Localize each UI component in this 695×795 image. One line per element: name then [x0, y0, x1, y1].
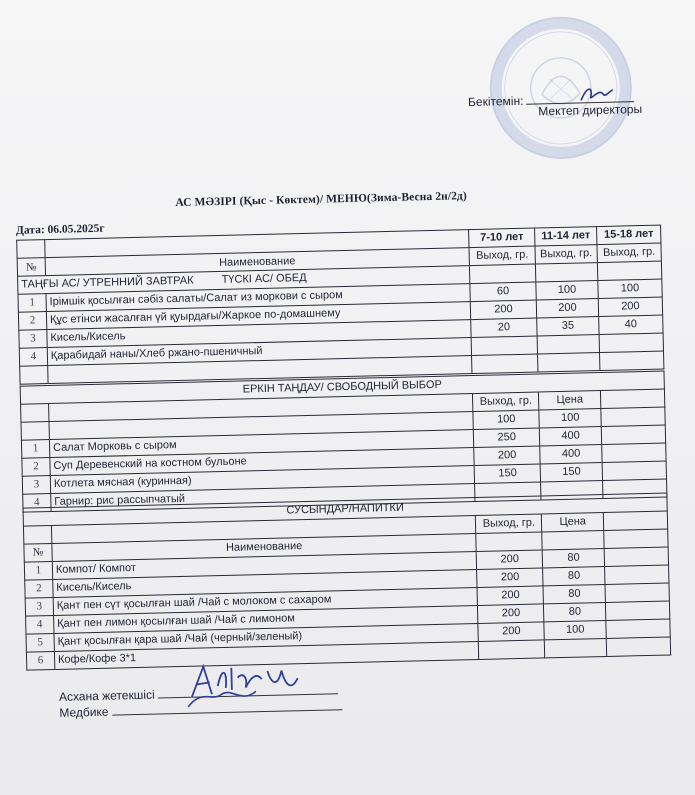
output-11-14: 200: [536, 299, 598, 318]
row-number: 2: [22, 458, 50, 477]
dish-name: Құс етінси жасалған үй қуырдағы/Жаркое по-домашнему: [46, 302, 470, 330]
age-group-7-10: 7-10 лет: [469, 228, 535, 248]
name-header: Наименование: [52, 534, 477, 562]
price-value: 80: [542, 548, 604, 567]
empty-cell: [605, 565, 669, 584]
empty-cell: [538, 353, 600, 372]
drink-name: Кисель/Кисель: [53, 569, 478, 597]
empty-cell: [606, 601, 670, 620]
price-value: 100: [539, 409, 601, 428]
row-number: 6: [26, 651, 54, 670]
empty-cell: [470, 264, 536, 284]
output-header: Выход, гр.: [469, 246, 535, 266]
empty-cell: [606, 637, 670, 656]
empty-cell: [601, 425, 665, 444]
output-15-18: 100: [598, 279, 662, 299]
dish-name: Суп Деревенский на костном бульоне: [50, 448, 475, 476]
dish-name: Салат Морковь с сыром: [49, 430, 474, 458]
director-label: Мектеп директоры: [538, 101, 643, 119]
row-number: 1: [21, 440, 49, 459]
num-header: №: [24, 544, 52, 563]
empty-cell: [20, 366, 48, 385]
drink-name: Кофе/Кофе 3*1: [54, 641, 479, 669]
output-11-14: 100: [536, 281, 598, 300]
breakfast-table: [15, 222, 664, 385]
output-7-10: [471, 336, 537, 356]
output-7-10: 20: [471, 318, 537, 338]
row-number: 5: [26, 633, 54, 652]
output-value: 200: [477, 550, 543, 570]
empty-cell: [603, 511, 667, 530]
empty-cell: [21, 404, 49, 423]
drink-name: Қант пен лимон қосылған шай /Чай с лимоном: [54, 605, 479, 633]
empty-cell: [604, 547, 668, 566]
free-choice-table: [20, 371, 668, 513]
row-number: 3: [22, 476, 50, 495]
output-7-10: 200: [470, 300, 536, 320]
output-value: 200: [478, 604, 544, 624]
cook-label: Асхана жетекшісі: [58, 687, 155, 704]
price-value: 400: [540, 445, 602, 464]
drink-name: Қант қосылған қара шай /Чай (черный/зеленый): [54, 623, 479, 651]
price-header: Цена: [542, 513, 604, 532]
output-value: 200: [477, 568, 543, 588]
empty-cell: [606, 619, 670, 638]
empty-cell: [21, 422, 49, 441]
empty-cell: [601, 389, 665, 408]
price-value: 80: [543, 584, 605, 603]
menu-date: Дата: 06.05.2025г: [15, 222, 105, 237]
price-header: Цена: [539, 391, 601, 410]
row-number: 3: [25, 597, 53, 616]
price-value: [545, 638, 607, 657]
output-value: 150: [474, 464, 540, 484]
approve-label: Бекітемін:: [467, 93, 524, 110]
section-breakfast: ТАҢҒЫ АС/ УТРЕННИЙ ЗАВТРАК: [21, 274, 194, 291]
dish-name: Ірімшік қосылған сәбіз салаты/Салат из моркови с сыром: [46, 284, 470, 312]
dish-name: Кисель/Кисель: [47, 320, 471, 348]
output-header: Выход, гр.: [476, 514, 542, 534]
empty-cell: [476, 532, 542, 552]
handwritten-signature-icon: [181, 656, 312, 714]
output-11-14: [537, 335, 599, 354]
drink-name: Қант пен сүт қосылған шай /Чай с молоком с сахаром: [53, 587, 478, 615]
drink-name: Компот/ Компот: [52, 552, 477, 580]
price-value: 80: [543, 566, 605, 585]
empty-cell: [602, 461, 666, 480]
row-number: 4: [23, 494, 51, 513]
output-15-18: 200: [598, 297, 662, 317]
output-value: 200: [477, 586, 543, 606]
row-number: 1: [18, 294, 46, 313]
empty-cell: [604, 529, 668, 548]
price-value: 100: [544, 620, 606, 639]
age-group-11-14: 11-14 лет: [535, 227, 597, 246]
empty-cell: [600, 351, 664, 371]
empty-cell: [535, 263, 597, 282]
row-number: 2: [25, 579, 53, 598]
nurse-label: Медбике: [59, 704, 109, 720]
output-value: [479, 640, 545, 660]
output-15-18: 40: [599, 315, 663, 335]
section-lunch: ТҮСКІ АС/ ОБЕД: [221, 271, 307, 286]
empty-cell: [472, 354, 538, 374]
output-header: Выход, гр.: [535, 245, 597, 264]
row-number: 4: [26, 615, 54, 634]
drinks-table: [23, 492, 672, 670]
empty-cell: [602, 443, 666, 462]
section-drinks: СУСЫНДАР/НАПИТКИ: [23, 493, 667, 526]
price-value: 400: [540, 427, 602, 446]
row-number: 1: [24, 562, 52, 581]
price-value: 150: [540, 463, 602, 482]
empty-cell: [17, 240, 45, 259]
num-header: №: [17, 258, 45, 277]
output-7-10: 60: [470, 282, 536, 302]
output-11-14: 35: [537, 317, 599, 336]
empty-cell: [542, 530, 604, 549]
row-number: 4: [19, 348, 47, 367]
spacer: [197, 283, 219, 284]
price-value: 80: [544, 602, 606, 621]
output-value: 200: [474, 446, 540, 466]
output-value: 200: [478, 622, 544, 642]
empty-cell: [605, 583, 669, 602]
empty-cell: [23, 526, 51, 545]
name-header: Наименование: [45, 248, 469, 276]
output-header: Выход, гр.: [597, 243, 661, 263]
row-number: 3: [19, 330, 47, 349]
empty-cell: [601, 407, 665, 426]
dish-name: Котлета мясная (куринная): [50, 466, 475, 494]
age-group-15-18: 15-18 лет: [597, 225, 661, 245]
row-number: 2: [18, 312, 46, 331]
output-header: Выход, гр.: [473, 392, 539, 412]
dish-name: Қарабидай наны/Хлеб ржано-пшеничный: [47, 338, 471, 366]
menu-title: АС МӘЗІРІ (Қыс - Көктем)/ МЕНЮ(Зима-Весна 2н/2д): [175, 190, 467, 209]
output-value: 100: [473, 410, 539, 430]
section-free-choice: ЕРКІН ТАҢДАУ/ СВОБОДНЫЙ ВЫБОР: [20, 371, 664, 404]
empty-cell: [597, 261, 661, 281]
output-15-18: [599, 333, 663, 353]
dish-name: Гарнир: рис рассыпчатый: [51, 484, 476, 512]
output-value: 250: [474, 428, 540, 448]
